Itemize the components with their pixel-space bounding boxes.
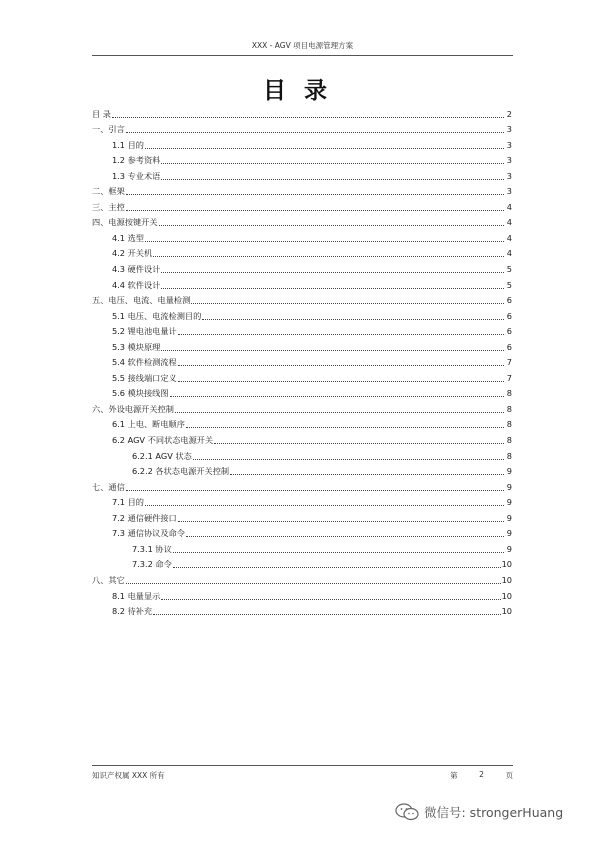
toc-leader-dots [173,566,501,568]
toc-entry-page: 3 [506,124,512,135]
toc-leader-dots [178,380,504,382]
toc-entry-label: 一、引言 [92,124,125,135]
toc-entry-page: 3 [506,155,512,166]
toc-entry-label: 7.2 通信硬件接口 [112,512,177,523]
toc-entry-page: 9 [506,512,512,523]
toc-entry[interactable] [92,399,512,415]
toc-entry-page: 6 [506,295,512,306]
toc-entry-page: 6 [506,341,512,352]
toc-entry-page: 4 [506,217,512,228]
toc-entry-page: 10 [501,559,512,570]
toc-entry-page: 5 [506,279,512,290]
toc-leader-dots [153,613,500,615]
toc-entry-page: 4 [506,232,512,243]
table-of-contents [92,104,512,617]
toc-leader-dots [112,116,504,118]
toc-entry-label: 六、外设电源开关控制 [92,403,174,414]
toc-entry-page: 2 [506,108,512,119]
toc-entry-page: 10 [501,606,512,617]
toc-entry-page: 3 [506,139,512,150]
toc-entry-page: 3 [506,186,512,197]
watermark [395,803,563,821]
toc-leader-dots [145,504,504,506]
footer-page-number [450,770,513,781]
toc-entry-label: 8.1 电量显示 [112,590,161,601]
toc-leader-dots [161,178,504,180]
toc-entry[interactable] [92,151,512,167]
toc-leader-dots [126,193,504,195]
toc-entry-page: 8 [506,450,512,461]
toc-leader-dots [161,287,504,289]
toc-entry[interactable] [92,462,512,478]
page-suffix: 页 [505,771,513,780]
toc-entry-page: 5 [506,264,512,275]
toc-leader-dots [178,364,504,366]
toc-leader-dots [202,318,504,320]
toc-entry-label: 目 录 [92,108,111,119]
toc-leader-dots [175,411,504,413]
toc-entry[interactable] [92,120,512,136]
toc-entry[interactable] [92,477,512,493]
toc-entry-page: 8 [506,419,512,430]
toc-leader-dots [170,395,504,397]
wechat-icon [395,803,419,821]
toc-entry-label: 6.2 AGV 不同状态电源开关 [112,435,214,446]
toc-entry-label: 7.3 通信协议及命令 [112,528,185,539]
toc-entry-page: 10 [501,590,512,601]
toc-leader-dots [191,302,504,304]
toc-entry[interactable] [92,508,512,524]
toc-entry[interactable] [92,244,512,260]
toc-leader-dots [186,426,504,428]
toc-entry-page: 7 [506,357,512,368]
toc-leader-dots [126,131,504,133]
page-prefix: 第 [450,771,458,780]
toc-entry[interactable] [92,570,512,586]
toc-leader-dots [214,442,504,444]
toc-entry-page: 3 [506,170,512,181]
toc-leader-dots [178,520,504,522]
toc-entry-label: 5.5 接线端口定义 [112,372,177,383]
toc-entry[interactable] [92,197,512,213]
toc-leader-dots [126,489,504,491]
toc-entry[interactable] [92,430,512,446]
toc-entry[interactable] [92,166,512,182]
toc-entry-label: 5.6 模块接线图 [112,388,169,399]
toc-entry[interactable] [92,555,512,571]
toc-entry-label: 八、其它 [92,574,125,585]
toc-entry-label: 五、电压、电流、电量检测 [92,295,191,306]
toc-entry-label: 1.2 参考资料 [112,155,161,166]
toc-entry-label: 1.1 目的 [112,139,144,150]
toc-entry[interactable] [92,446,512,462]
page-number: 2 [479,770,484,779]
toc-leader-dots [145,147,504,149]
toc-entry[interactable] [92,322,512,338]
toc-entry[interactable] [92,539,512,555]
toc-entry[interactable] [92,368,512,384]
toc-entry-label: 5.3 模块原理 [112,341,161,352]
toc-entry[interactable] [92,104,512,120]
toc-entry[interactable] [92,493,512,509]
toc-entry-page: 8 [506,435,512,446]
toc-entry-page: 7 [506,372,512,383]
toc-entry-label: 1.3 专业术语 [112,170,161,181]
page-title: 目 录 [262,77,332,104]
toc-entry-label: 四、电源按键开关 [92,217,158,228]
toc-entry[interactable] [92,353,512,369]
toc-leader-dots [161,349,504,351]
toc-entry-label: 8.2 待补充 [112,606,153,617]
toc-entry-page: 4 [506,201,512,212]
toc-entry-label: 七、通信 [92,481,125,492]
toc-entry-page: 9 [506,466,512,477]
toc-leader-dots [178,333,504,335]
toc-entry-label: 4.3 硬件设计 [112,264,161,275]
footer-rule [92,765,513,766]
header-rule [92,55,513,56]
toc-entry[interactable] [92,259,512,275]
toc-leader-dots [161,162,504,164]
toc-entry[interactable] [92,602,512,618]
toc-entry-label: 4.4 软件设计 [112,279,161,290]
toc-leader-dots [186,535,504,537]
watermark-text: 微信号: strongerHuang [424,805,564,820]
toc-leader-dots [153,255,504,257]
toc-entry[interactable] [92,291,512,307]
toc-entry-label: 4.2 开关机 [112,248,153,259]
toc-entry-label: 5.4 软件检测流程 [112,357,177,368]
toc-entry-label: 二、框架 [92,186,125,197]
footer-copyright: 知识产权属 XXX 所有 [92,771,165,780]
toc-leader-dots [126,582,501,584]
toc-entry[interactable] [92,337,512,353]
toc-entry-page: 10 [501,574,512,585]
toc-leader-dots [161,598,500,600]
toc-entry[interactable] [92,182,512,198]
toc-entry-label: 4.1 选型 [112,232,144,243]
toc-entry-page: 9 [506,481,512,492]
page-header: XXX - AGV 项目电源管理方案 [251,41,354,50]
toc-entry-label: 5.1 电压、电流检测目的 [112,310,202,321]
toc-entry-label: 三、主控 [92,201,125,212]
toc-entry-label: 5.2 锂电池电量计 [112,326,177,337]
toc-leader-dots [145,240,504,242]
toc-entry[interactable] [92,306,512,322]
toc-entry[interactable] [92,228,512,244]
toc-entry-page: 8 [506,388,512,399]
toc-leader-dots [230,473,504,475]
toc-entry[interactable] [92,135,512,151]
toc-entry[interactable] [92,524,512,540]
toc-entry-label: 7.3.1 协议 [132,543,172,554]
toc-leader-dots [126,209,504,211]
toc-leader-dots [173,551,504,553]
toc-entry[interactable] [92,275,512,291]
toc-entry-page: 6 [506,326,512,337]
toc-entry-page: 6 [506,310,512,321]
toc-entry-label: 6.2.2 各状态电源开关控制 [132,466,230,477]
toc-entry-label: 6.2.1 AGV 状态 [132,450,192,461]
toc-entry-page: 8 [506,403,512,414]
toc-entry-page: 9 [506,543,512,554]
toc-entry[interactable] [92,586,512,602]
toc-leader-dots [159,224,504,226]
toc-entry-page: 4 [506,248,512,259]
toc-entry-page: 9 [506,528,512,539]
toc-entry[interactable] [92,213,512,229]
toc-entry-label: 6.1 上电、断电顺序 [112,419,185,430]
toc-entry[interactable] [92,415,512,431]
toc-entry-label: 7.3.2 命令 [132,559,172,570]
toc-entry-page: 9 [506,497,512,508]
toc-entry[interactable] [92,384,512,400]
toc-entry-label: 7.1 目的 [112,497,144,508]
toc-leader-dots [161,271,504,273]
toc-leader-dots [193,458,504,460]
